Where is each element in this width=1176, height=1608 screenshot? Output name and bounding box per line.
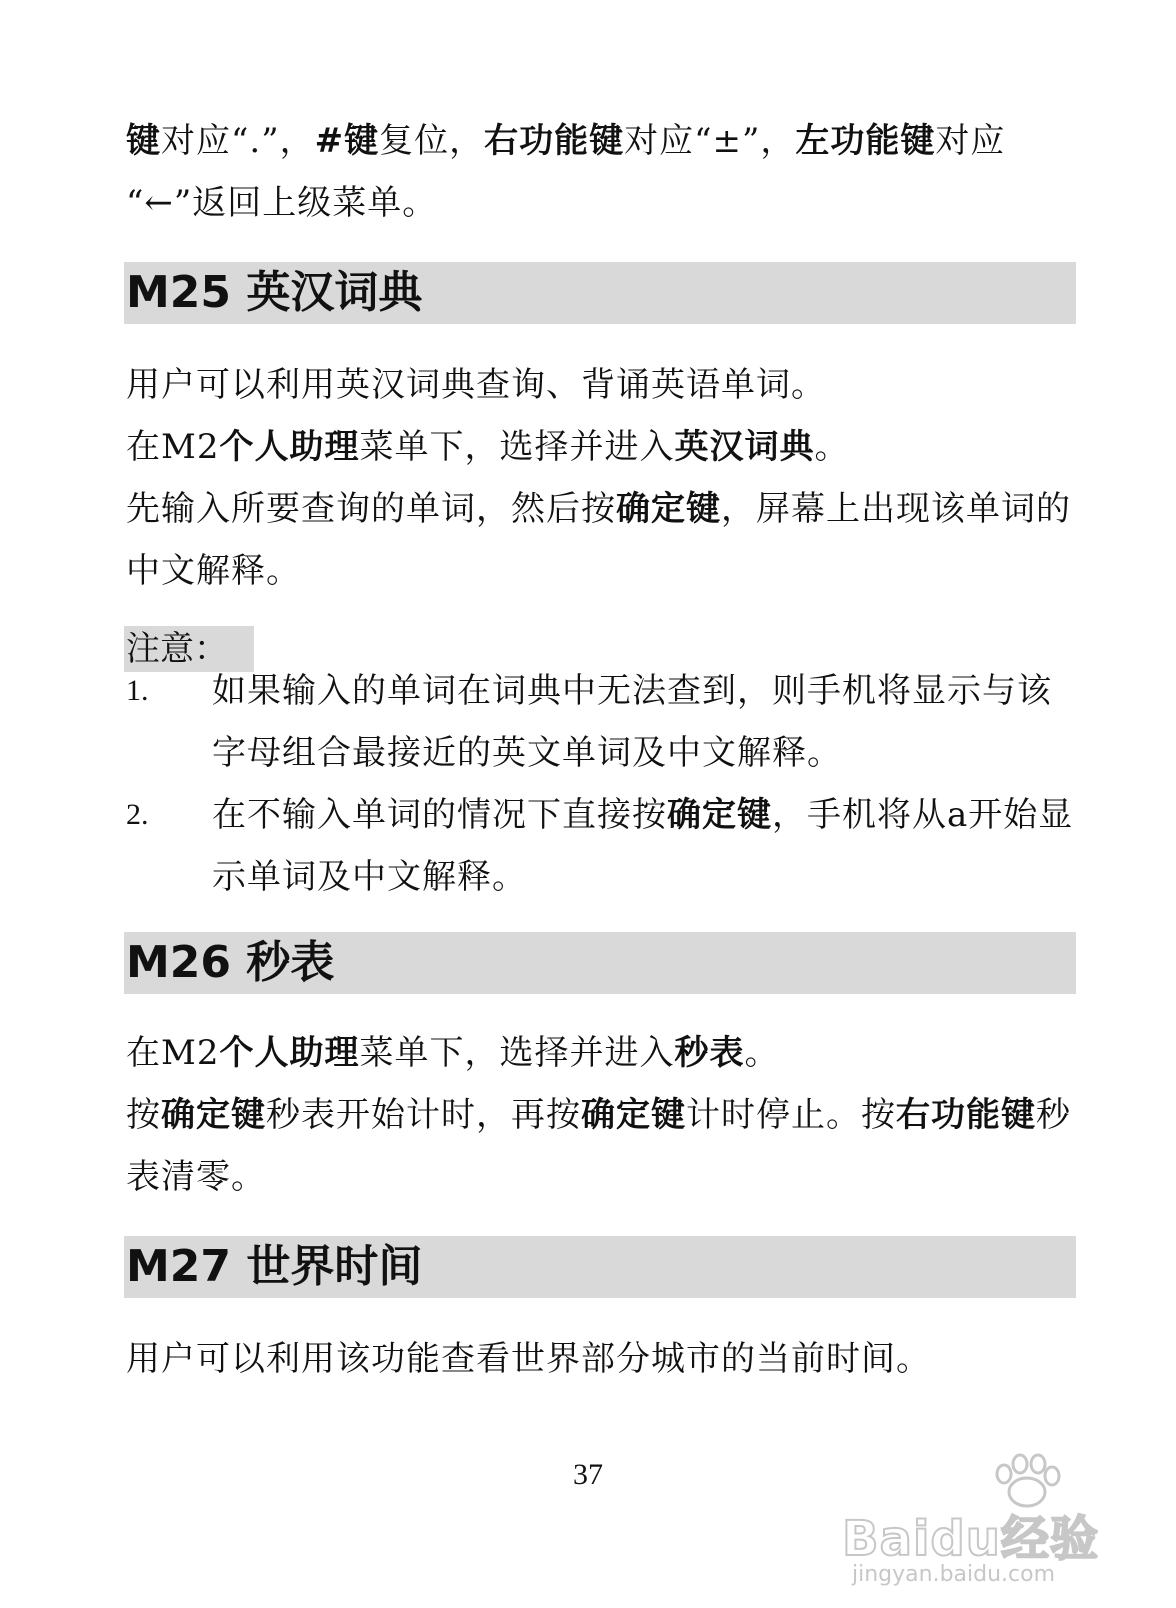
list-number: 2. — [126, 798, 149, 831]
list-item: 在不输入单词的情况下直接按确定键，手机将从a开始显示单词及中文解释。 — [212, 795, 1074, 897]
intro-paragraph: 键对应“.”，#键复位，右功能键对应“±”，左功能键对应 “←”返回上级菜单。 — [126, 121, 1006, 223]
m26-instruction: 在M2个人助理菜单下，选择并进入秒表。 — [126, 1033, 780, 1073]
baidu-watermark — [842, 1452, 1102, 1592]
m27-intro: 用户可以利用该功能查看世界部分城市的当前时间。 — [126, 1339, 931, 1379]
section-heading-m25: M25 英汉词典 — [124, 262, 1076, 324]
key-term: 左功能键 — [795, 121, 936, 161]
page-number: 37 — [573, 1458, 603, 1491]
m25-instruction: 在M2个人助理菜单下，选择并进入英汉词典。 — [126, 427, 850, 467]
note-label: 注意： — [124, 626, 254, 672]
watermark-brand: Baidu经验 — [842, 1511, 1099, 1567]
key-term: 右功能键 — [484, 121, 625, 161]
key-term: #键 — [314, 121, 380, 161]
list-item: 如果输入的单词在词典中无法查到，则手机将显示与该字母组合最接近的英文单词及中文解释。 — [212, 671, 1052, 773]
m25-usage: 先输入所要查询的单词，然后按确定键，屏幕上出现该单词的中文解释。 — [126, 489, 1071, 591]
watermark-url: jingyan.baidu.com — [852, 1562, 1056, 1587]
key-term: 键 — [126, 121, 161, 161]
m26-usage: 按确定键秒表开始计时，再按确定键计时停止。按右功能键秒表清零。 — [126, 1095, 1071, 1197]
section-heading-m26: M26 秒表 — [124, 932, 1076, 994]
m25-intro: 用户可以利用英汉词典查询、背诵英语单词。 — [126, 365, 826, 405]
list-number: 1. — [126, 674, 149, 707]
section-heading-m27: M27 世界时间 — [124, 1236, 1076, 1298]
